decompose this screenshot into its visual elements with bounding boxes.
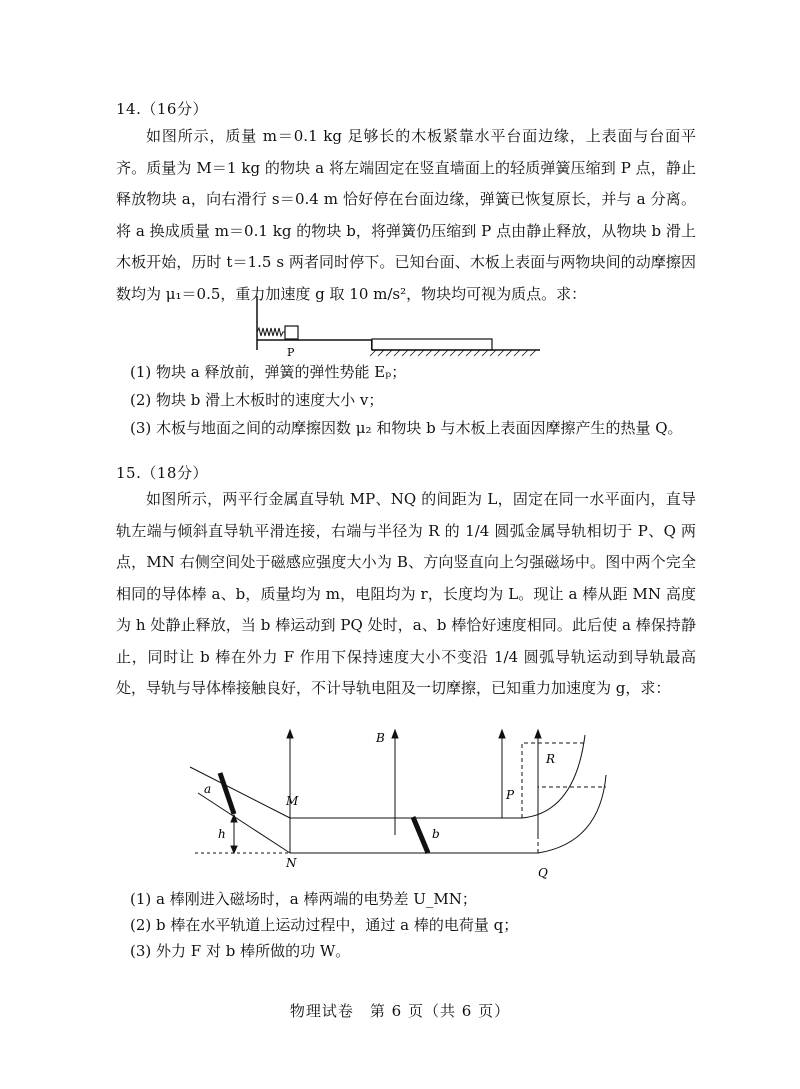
problem-14-question-1: (1) 物块 a 释放前，弹簧的弹性势能 Eₚ； — [130, 363, 407, 381]
radius-guides — [522, 743, 606, 853]
label-m: M — [286, 794, 299, 808]
block — [285, 326, 298, 339]
label-a: a — [204, 782, 212, 796]
problem-15-body: 如图所示，两平行金属直导轨 MP、NQ 的间距为 L，固定在同一水平面内，直导轨左端与倾斜直导轨平滑连接，右端与半径为 R 的 1/4 圆弧金属导轨相切于 P、Q 两点，MN 右侧空间处于磁感应强度大小为 B、方向竖直向上匀强磁场中。图中两个完全相同的导体棒 a、b，质量均为 m，电阻均为 r，长度均为 L。现让 a 棒从距 MN 高度为 h 处静止释放，当 b 棒运动到 PQ 处时，a、b 棒恰好速度相同。此后使 a 棒保持静止，同时让 b 棒在外力 F 作用下保持速度大小不变沿 1/4 圆弧导轨运动到导轨最高处，导轨与导体棒接触良好，不计导轨电阻及一切摩擦，已知重力加速度为 g，求： — [116, 490, 696, 697]
problem-14-question-3: (3) 木板与地面之间的动摩擦因数 μ₂ 和物块 b 与木板上表面因摩擦产生的热量 Q。 — [130, 419, 683, 437]
problem-15-question-2: (2) b 棒在水平轨道上运动过程中，通过 a 棒的电荷量 q； — [130, 916, 519, 934]
problem-14-figure — [240, 290, 550, 360]
page-footer: 物理试卷 第 6 页（共 6 页） — [289, 1002, 511, 1020]
arc-p — [522, 735, 585, 818]
rod-a — [220, 773, 234, 814]
incline-rail-lower — [198, 793, 290, 853]
label-p: P — [287, 346, 295, 359]
ground-hatch — [370, 350, 536, 356]
wooden-board — [372, 339, 492, 350]
label-p: P — [506, 788, 515, 802]
label-r: R — [546, 752, 556, 766]
problem-14-question-2: (2) 物块 b 滑上木板时的速度大小 v； — [130, 391, 384, 409]
field-arrows — [287, 730, 541, 853]
problem-14-heading: 14.（16分） — [116, 100, 208, 118]
problem-15-question-3: (3) 外力 F 对 b 棒所做的功 W。 — [130, 942, 351, 960]
problem-15-heading: 15.（18分） — [116, 464, 208, 482]
problem-15-figure — [180, 725, 660, 885]
label-b-field: B — [376, 731, 385, 745]
spring — [257, 328, 285, 336]
height-arrow — [231, 815, 237, 853]
problem-15-question-1: (1) a 棒刚进入磁场时，a 棒两端的电势差 U_MN； — [130, 890, 477, 908]
label-n: N — [286, 856, 297, 870]
label-q: Q — [538, 866, 548, 880]
problem-14-body: 如图所示，质量 m＝0.1 kg 足够长的木板紧靠水平台面边缘，上表面与台面平齐。质量为 M＝1 kg 的物块 a 将左端固定在竖直墙面上的轻质弹簧压缩到 P 点，静止释放物块 a，向右滑行 s＝0.4 m 恰好停在台面边缘，弹簧已恢复原长，并与 a 分离。将 a 换成质量 m＝0.1 kg 的物块 b，将弹簧仍压缩到 P 点由静止释放，从物块 b 滑上木板开始，历时 t＝1.5 s 两者同时停下。已知台面、木板上表面与两物块间的动摩擦因数均为 μ₁＝0.5，重力加速度 g 取 10 m/s²，物块均可视为质点。求： — [116, 127, 696, 303]
rod-b — [413, 817, 428, 853]
label-h: h — [218, 827, 226, 841]
label-b-rod: b — [432, 827, 440, 841]
